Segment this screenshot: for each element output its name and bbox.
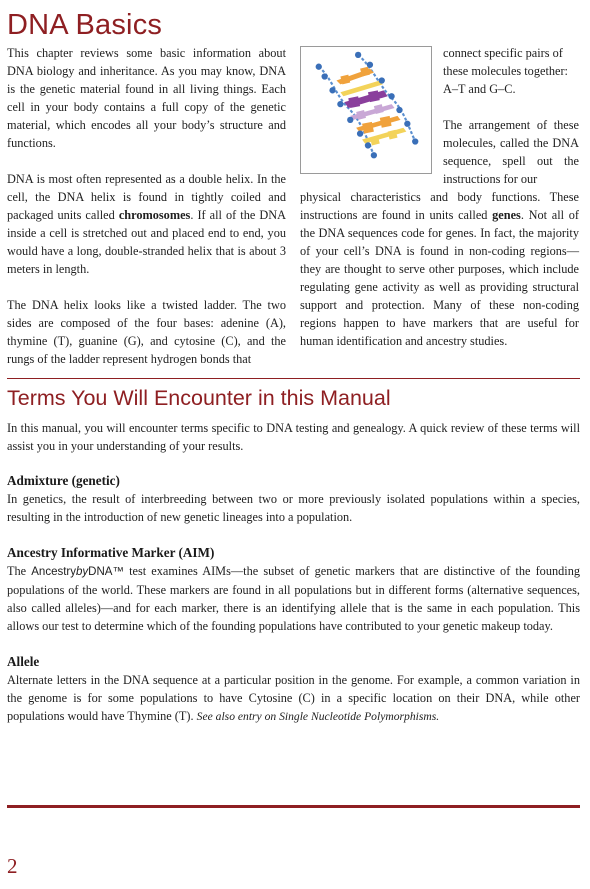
intro-paragraph-2: DNA is most often represented as a double helix. In the cell, the DNA helix is found in tightly coiled and packaged units called chromosomes. If all of the DNA inside a cell is stretched out and placed end to end, you would have a long, double-stranded helix that is about 3 meters in length. (7, 172, 286, 276)
intro-left-column (7, 44, 286, 368)
section-divider (7, 378, 580, 379)
term-title: Allele (7, 654, 40, 669)
page-title: DNA Basics (7, 9, 163, 41)
intro-paragraph-3: The DNA helix looks like a twisted ladder. The two sides are composed of the four bases: adenine (A), thymine (T), guanine (G), and cytosine (C), and the rungs of the ladder represent hydrogen bonds that (7, 298, 286, 366)
term-definition: The AncestrybyDNA™ test examines AIMs—the subset of genetic markers that are distinctive of the founding populations of the world. These markers are found in all populations but in different forms (alternative sequences, also called alleles)—and for each marker, there is an identifying allele that is the same in each population. This allows our test to determine which of the founding populations have contributed to your genetic makeup today. (7, 564, 580, 633)
term-title: Ancestry Informative Marker (AIM) (7, 545, 215, 560)
brand-name: AncestrybyDNA™ (31, 566, 124, 578)
terms-intro: In this manual, you will encounter terms specific to DNA testing and genealogy. A quick review of these terms will assist you in your understanding of your results. (7, 421, 580, 453)
term-definition: Alternate letters in the DNA sequence at a particular position in the genome. For example, a common variation in the genome is for some populations to have Cytosine (C) in a specific location on their DNA, while other populations would have Thymine (T). See also entry on Single Nucleotide Polymorphisms. (7, 673, 580, 723)
intro-paragraph-5-continued: physical characteristics and body functions. These instructions are found in units called genes. Not all of the DNA sequences code for genes. In fact, the majority of your cell’s DNA is found in non-coding regions—they are thought to serve other purposes, which include regulating gene activity as well as providing structural support and protection. Many of these non-coding regions happen to have markers that are useful for human identification and ancestry studies. (300, 190, 579, 348)
section-heading: Terms You Will Encounter in this Manual (7, 386, 391, 410)
intro-paragraph-1: This chapter reviews some basic information about DNA biology and inheritance. As you may know, DNA is the genetic material found in all living things. Each cell in your body contains a full copy of the genetic material, which encodes all your body’s structure and functions. (7, 46, 286, 150)
term-definition: In genetics, the result of interbreeding between two or more previously isolated populations within a species, resulting in the introduction of new genetic lineages into a population. (7, 492, 580, 524)
see-also-reference: See also entry on Single Nucleotide Polymorphisms. (196, 710, 440, 723)
term-entry-aim (7, 544, 580, 635)
term-entry-allele (7, 653, 580, 726)
page-number: 2 (7, 854, 18, 878)
footer-divider (7, 805, 580, 808)
term-entry-admixture (7, 472, 580, 526)
intro-paragraph-4-start: connect specific pairs of these molecules together: A–T and G–C. (443, 46, 568, 96)
terms-section (7, 419, 580, 744)
term-genes: genes (492, 208, 521, 222)
intro-paragraph-5-start: The arrangement of these molecules, called the DNA sequence, spell out the instructions for our (443, 118, 579, 186)
term-chromosomes: chromosomes (118, 208, 191, 222)
term-title: Admixture (genetic) (7, 473, 120, 488)
intro-right-column (300, 44, 579, 350)
right-column-wrap-text (443, 44, 579, 188)
